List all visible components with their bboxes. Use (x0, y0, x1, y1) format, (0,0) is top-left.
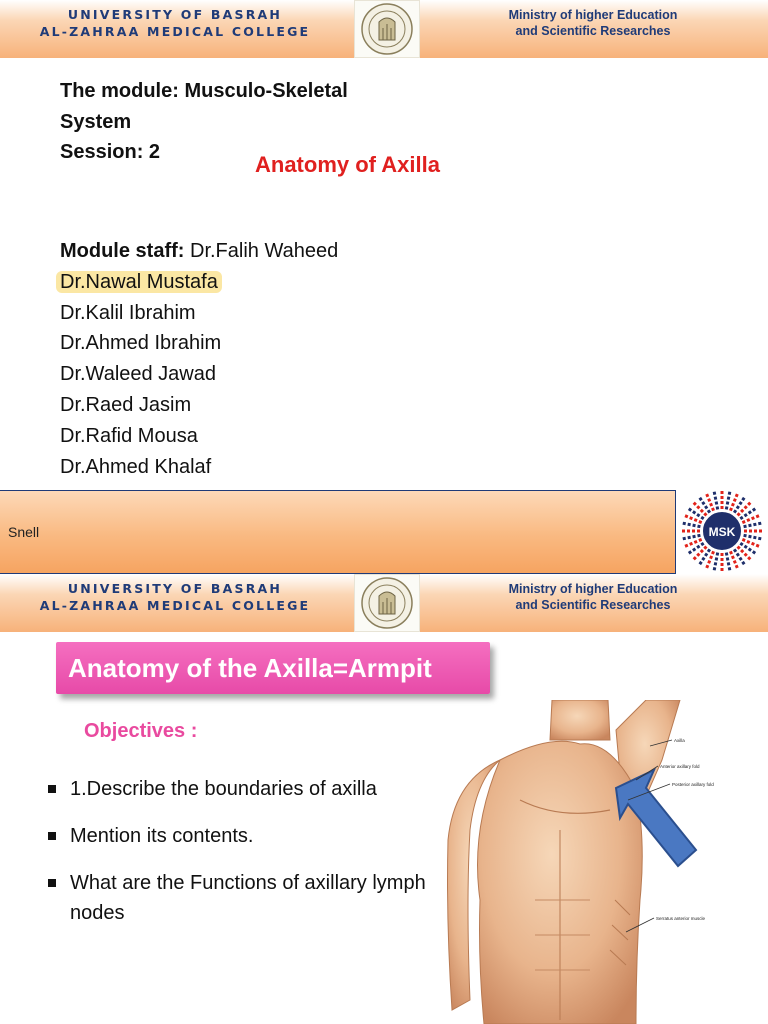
college-seal-icon (354, 574, 420, 632)
staff-item (60, 236, 338, 267)
slide-2 (0, 574, 768, 1024)
figure-label: Serratus anterior muscle (656, 916, 706, 921)
staff-list (60, 236, 338, 482)
msk-ray (683, 535, 701, 539)
msk-ray (744, 523, 762, 527)
module-line-2: System (60, 111, 132, 133)
msk-ray (738, 503, 751, 516)
university-name (0, 6, 350, 40)
session-label: Session: 2 (60, 141, 161, 163)
ministry-line-1: Ministry of higher Education (508, 8, 678, 22)
figure-label: Posterior axillary fold (672, 782, 714, 787)
module-name (60, 76, 420, 138)
ministry-line-1: Ministry of higher Education (508, 582, 678, 596)
college-seal-icon (354, 0, 420, 58)
footer-note: Snell (8, 524, 40, 540)
staff-label: Module staff: (60, 240, 185, 262)
ministry-name (470, 581, 716, 613)
msk-ray (726, 553, 730, 571)
axilla-anatomy-illustration (440, 700, 768, 1024)
msk-logo-icon (678, 488, 766, 574)
staff-name: Dr.Falih Waheed (190, 240, 339, 262)
staff-item: Dr.Waleed Jawad (60, 363, 216, 386)
staff-item: Dr.Raed Jasim (60, 393, 192, 416)
msk-ray (694, 503, 707, 516)
list-item: Mention its contents. (48, 821, 448, 851)
objectives-label: Objectives : (84, 720, 198, 742)
staff-item: Dr.Kalil Ibrahim (60, 301, 196, 324)
list-item: 1.Describe the boundaries of axilla (48, 774, 448, 804)
university-line-2: AL-ZAHRAA MEDICAL COLLEGE (39, 24, 311, 39)
objectives-list (48, 774, 448, 945)
ministry-line-2: and Scientific Researches (515, 24, 671, 38)
msk-ray (707, 551, 714, 568)
figure-label: Anterior axillary fold (660, 764, 700, 769)
msk-ray (714, 492, 718, 510)
msk-ray (685, 516, 702, 523)
staff-item: Dr.Ahmed Ibrahim (60, 332, 222, 355)
list-item: What are the Functions of axillary lymph nodes (48, 868, 448, 928)
staff-item: Dr.Ahmed Khalaf (60, 455, 212, 478)
msk-ray (707, 494, 714, 511)
msk-ray (738, 547, 751, 560)
msk-ray (742, 516, 759, 523)
university-line-1: UNIVERSITY OF BASRAH (67, 7, 283, 22)
msk-ray (730, 551, 737, 568)
university-line-1: UNIVERSITY OF BASRAH (67, 581, 283, 596)
slide-title: Anatomy of Axilla (255, 152, 440, 177)
msk-ray (683, 523, 701, 527)
msk-ray (694, 547, 707, 560)
msk-ray (685, 539, 702, 546)
module-line-1: The module: Musculo-Skeletal (60, 80, 348, 102)
msk-ray (730, 494, 737, 511)
university-name (0, 580, 350, 614)
staff-name-highlighted: Dr.Nawal Mustafa (56, 271, 222, 293)
msk-label: MSK (708, 525, 736, 539)
footer-band (0, 490, 676, 574)
ministry-line-2: and Scientific Researches (515, 598, 671, 612)
msk-ray (742, 539, 759, 546)
msk-ray (726, 492, 730, 510)
staff-item (60, 267, 338, 298)
msk-ray (744, 535, 762, 539)
ministry-name (470, 7, 716, 39)
slide-header (0, 574, 768, 632)
slide-header (0, 0, 768, 58)
slide-title-box: Anatomy of the Axilla=Armpit (56, 642, 490, 694)
staff-item: Dr.Rafid Mousa (60, 424, 198, 447)
msk-ray (714, 553, 718, 571)
figure-label: Axilla (674, 738, 685, 743)
university-line-2: AL-ZAHRAA MEDICAL COLLEGE (39, 598, 311, 613)
